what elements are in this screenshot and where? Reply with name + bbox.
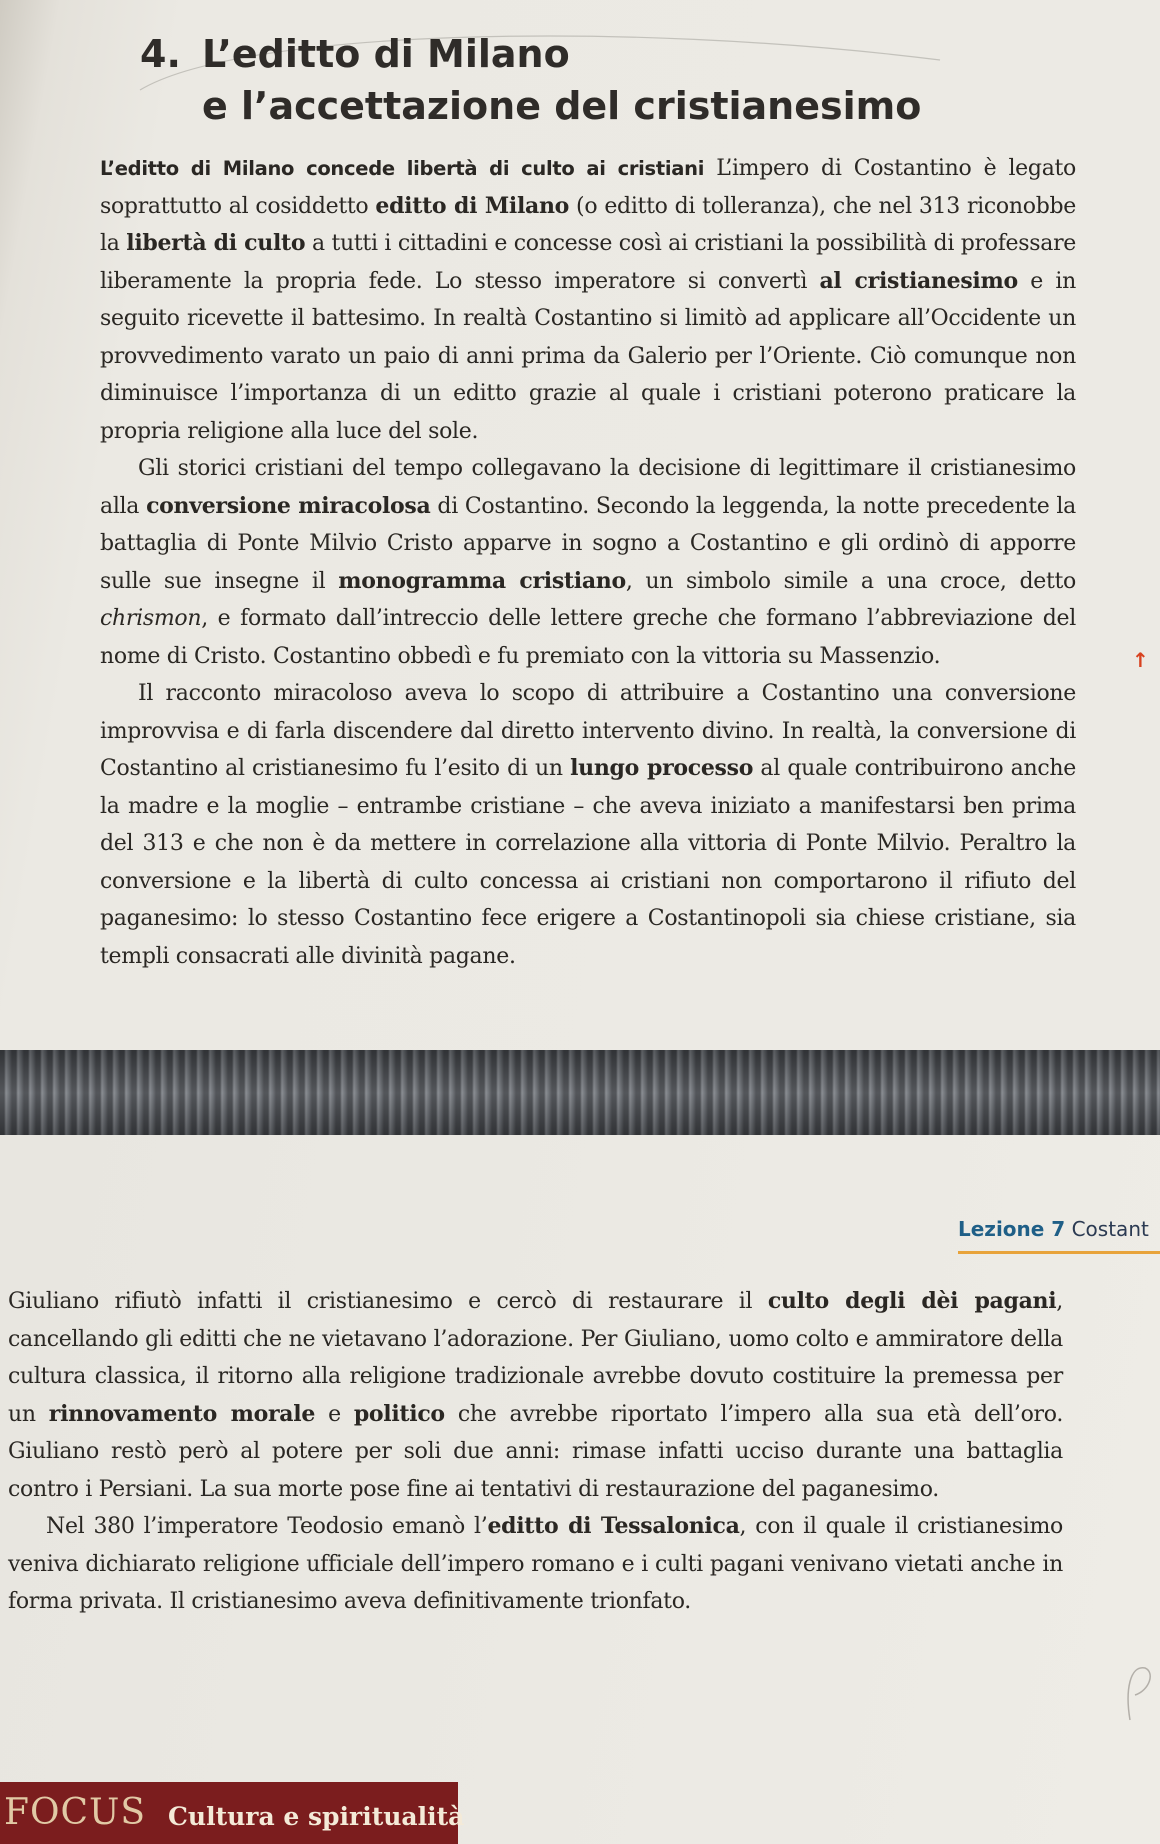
paragraph — [100, 450, 1076, 675]
text-run: L’impero di Costantino è legato soprattutto al cosiddetto — [100, 156, 1076, 219]
text-run: e in seguito ricevette il battesimo. In realtà Costantino si limitò ad applicare all’Occidente un provvedimento varato un paio di anni prima da Galerio per l’Oriente. Ciò comunque non diminuisce l’importanza di un editto grazie al quale i cristiani poterono praticare la propria religione alla luce del sole. — [100, 268, 1076, 444]
italic-term: chrismon — [100, 606, 202, 631]
lead-heading: L’editto di Milano concede libertà di culto ai cristiani — [100, 157, 705, 180]
lesson-topic: Costant — [1071, 1217, 1149, 1241]
text-run: a tutti i cittadini e concesse così ai cristiani la possibilità di professare liberamente la propria fede. Lo stesso imperatore si convertì — [100, 231, 1077, 294]
text-run: , cancellando gli editti che ne vietavano l’adorazione. Per Giuliano, uomo colto e ammiratore della cultura classica, il ritorno alla religione tradizionale avrebbe dovuto costituire la premessa per un — [8, 1289, 1063, 1427]
bold-term: monogramma cristiano — [338, 567, 626, 594]
header-rule — [958, 1251, 1160, 1254]
paragraph — [100, 675, 1076, 975]
focus-title: Cultura e spiritualità — [168, 1802, 465, 1831]
text-run: Gli storici cristiani del tempo collegavano la decisione di legittimare il cristianesimo alla — [100, 456, 1076, 519]
text-run: Nel 380 l’imperatore Teodosio emanò l’ — [46, 1514, 488, 1539]
title-line-2: e l’accettazione del cristianesimo — [202, 84, 922, 128]
bold-term: libertà di culto — [126, 230, 306, 256]
paragraph — [8, 1508, 1063, 1621]
text-run: , e formato dall’intreccio delle lettere greche che formano l’abbreviazione del nome di Cristo. Costantino obbedì e fu premiato con la vittoria su Massenzio. — [100, 606, 1076, 669]
text-run: che avrebbe riportato l’impero alla sua età dell’oro. Giuliano restò però al potere per soli due anni: rimase infatti ucciso durante una battaglia contro i Persiani. La sua morte pose fine ai tentativi di restaurazione del paganesimo. — [8, 1401, 1064, 1502]
section-number: 4. — [140, 32, 181, 76]
bold-term: culto degli dèi pagani — [767, 1288, 1057, 1314]
text-run: al quale contribuirono anche la madre e la moglie – entrambe cristiane – che aveva iniziato a manifestarsi ben prima del 313 e che non è da mettere in correlazione alla vittoria di Ponte Milvio. Peraltro la conversione e la libertà di culto concessa ai cristiani non comportarono il rifiuto del paganesimo: lo stesso Costantino fece erigere a Costantinopoli sia chiese cristiane, sia templi consacrati alle divinità pagane. — [100, 756, 1076, 969]
running-header — [958, 1217, 1160, 1241]
bold-term: editto di Milano — [375, 192, 570, 219]
paragraph — [8, 1283, 1063, 1508]
bold-term: conversione miracolosa — [146, 492, 431, 519]
text-run: , un simbolo simile a una croce, detto — [625, 568, 1076, 594]
bold-term: al cristianesimo — [819, 267, 1018, 294]
margin-arrow-icon: ↑ — [1132, 648, 1149, 672]
book-spine-seam — [0, 1050, 1160, 1136]
text-run: (o editto di tolleranza), che nel 313 riconobbe la — [100, 193, 1076, 256]
text-run: , con il quale il cristianesimo veniva dichiarato religione ufficiale dell’impero romano e i culti pagani venivano vietati anche in forma privata. Il cristianesimo aveva definitivamente trionfato. — [8, 1514, 1063, 1614]
pencil-mark-annotation — [1120, 1660, 1160, 1730]
lesson-label: Lezione 7 — [958, 1217, 1066, 1241]
text-run: Giuliano rifiutò infatti il cristianesimo e cercò di restaurare il — [8, 1289, 768, 1314]
bold-term: politico — [353, 1400, 445, 1427]
bold-term: editto di Tessalonica — [487, 1513, 740, 1539]
text-run: e — [315, 1401, 354, 1427]
focus-label: FOCUS — [4, 1792, 147, 1833]
section-title — [140, 28, 921, 132]
lower-text-column — [8, 1283, 1063, 1621]
paragraph — [100, 150, 1076, 450]
bold-term: lungo processo — [570, 755, 754, 781]
title-line-1: L’editto di Milano — [202, 32, 570, 76]
upper-text-column — [100, 150, 1076, 975]
bold-term: rinnovamento morale — [48, 1400, 316, 1427]
text-run: Il racconto miracoloso aveva lo scopo di attribuire a Costantino una conversione improvvisa e di farla discendere dal diretto intervento divino. In realtà, la conversione di Costantino al cristianesimo fu l’esito di un — [100, 681, 1076, 781]
focus-box-header — [0, 1782, 465, 1844]
text-run: di Costantino. Secondo la leggenda, la notte precedente la battaglia di Ponte Milvio Cristo apparve in sogno a Costantino e gli ordinò di apporre sulle sue insegne il — [100, 493, 1076, 594]
